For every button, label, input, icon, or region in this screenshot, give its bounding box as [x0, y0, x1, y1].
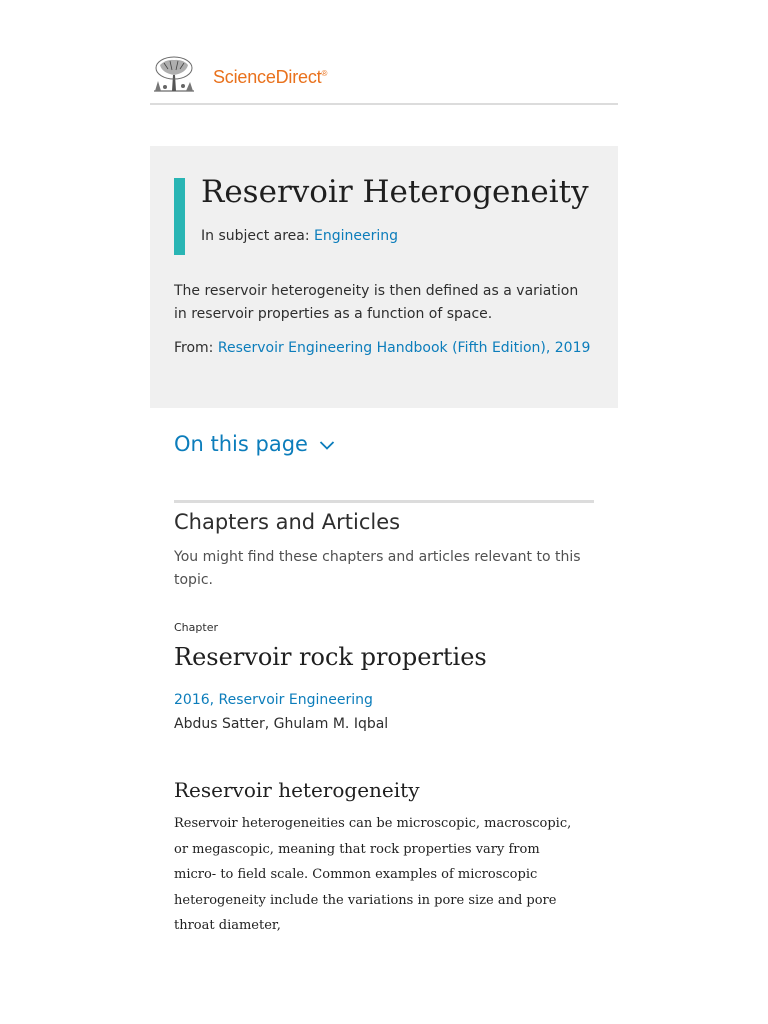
chapter-title-link[interactable]: Reservoir rock properties	[174, 643, 487, 671]
topic-panel	[150, 146, 618, 408]
subject-area	[201, 228, 398, 244]
definition-source-link[interactable]: Reservoir Engineering Handbook (Fifth Edition), 2019	[217, 340, 591, 356]
topic-definition: The reservoir heterogeneity is then defined as a variation in reservoir properties as a function of space.	[174, 283, 579, 322]
site-header	[150, 55, 618, 105]
elsevier-tree-icon[interactable]	[150, 55, 198, 97]
definition-source	[174, 340, 590, 356]
topic-accent-bar	[174, 178, 185, 255]
chapter-authors: Abdus Satter, Ghulam M. Iqbal	[174, 716, 389, 732]
subject-area-label: In subject area:	[201, 228, 310, 244]
chevron-down-icon	[319, 439, 335, 451]
chapters-description: You might find these chapters and articles relevant to this topic.	[174, 549, 581, 588]
brand-mark: ®	[321, 69, 328, 78]
sciencedirect-logo[interactable]	[213, 67, 327, 88]
brand-name: ScienceDirect	[213, 67, 322, 87]
excerpt-heading: Reservoir heterogeneity	[174, 778, 420, 802]
on-this-page-label: On this page	[174, 432, 308, 456]
section-divider	[174, 500, 594, 503]
on-this-page-toggle[interactable]	[174, 432, 335, 456]
chapters-heading: Chapters and Articles	[174, 510, 401, 534]
chapter-source-link[interactable]: 2016, Reservoir Engineering	[174, 692, 373, 708]
page-title: Reservoir Heterogeneity	[201, 174, 589, 210]
subject-area-link[interactable]: Engineering	[314, 228, 399, 244]
chapter-source	[174, 692, 373, 708]
definition-source-label: From:	[174, 340, 214, 356]
content-type-label: Chapter	[174, 621, 218, 634]
excerpt-text: Reservoir heterogeneities can be microscopic, macroscopic, or megascopic, meaning that rock properties vary from micro- to field scale. Common examples of microscopic heterogeneity include the variations in pore size and pore throat diameter,	[174, 816, 572, 933]
